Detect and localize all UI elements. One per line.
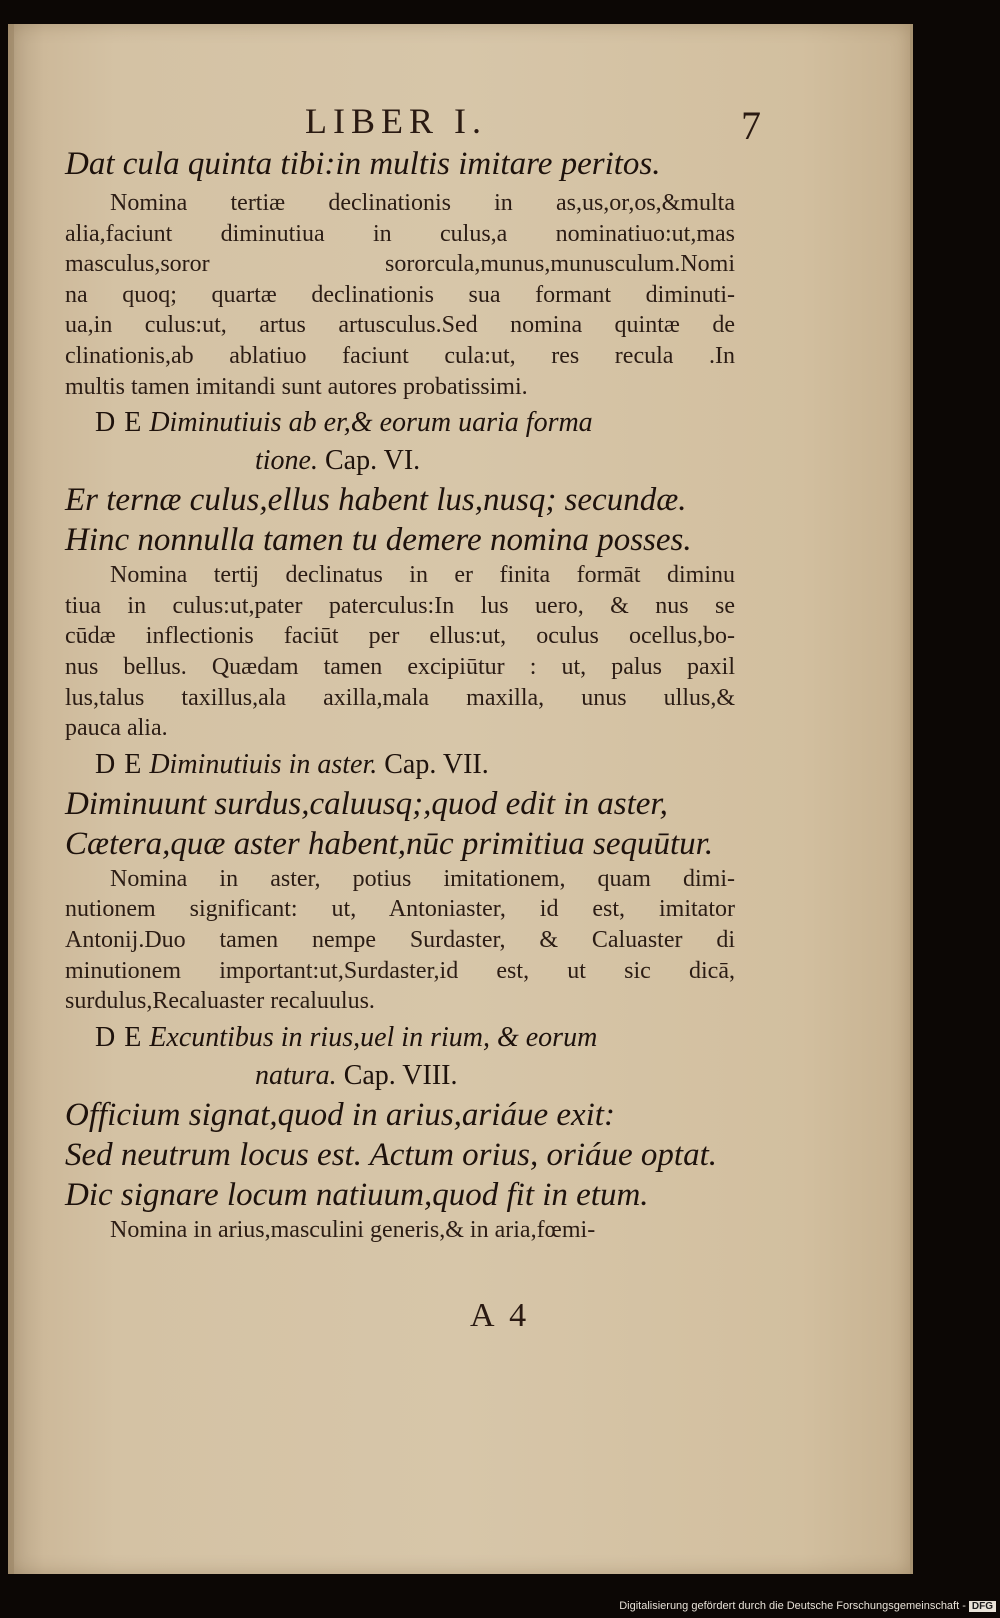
text-line: tiua in culus:ut,pater paterculus:In lus uero, & nus se <box>65 592 735 619</box>
section-heading-8 <box>65 1019 735 1057</box>
chapter-number: Cap. VII. <box>384 748 489 780</box>
heading-text: tione. <box>255 445 318 477</box>
heading-caps: D E <box>95 1021 143 1053</box>
paragraph-2 <box>65 560 735 744</box>
text-line: lus,talus taxillus,ala axilla,mala maxilla, unus ullus,& <box>65 684 735 711</box>
running-head: LIBER I. <box>305 101 487 141</box>
page-header <box>65 100 761 148</box>
paragraph-3 <box>65 864 735 1017</box>
verse-line: Er ternæ culus,ellus habent lus,nusq; secundæ. <box>65 482 687 519</box>
verse-line: Dic signare locum natiuum,quod fit in etum. <box>65 1176 649 1213</box>
section-heading-6-cont <box>65 442 735 480</box>
text-line: nus bellus. Quædam tamen excipiūtur : ut, palus paxil <box>65 653 735 680</box>
chapter-number: Cap. VI. <box>325 445 421 477</box>
text-line: Nomina in aster, potius imitationem, quam dimi- <box>110 865 735 892</box>
text-line: Nomina tertiæ declinationis in as,us,or,os,&multa <box>110 190 735 216</box>
verse-line: Sed neutrum locus est. Actum orius, oriáue optat. <box>65 1136 718 1173</box>
heading-caps: D E <box>95 407 143 439</box>
heading-text: Excuntibus in rius,uel in rium, & eorum <box>149 1021 598 1053</box>
text-line: clinationis,ab ablatiuo faciunt cula:ut, res recula .In <box>65 342 735 369</box>
opening-verse: Dat cula quinta tibi:in multis imitare peritos. <box>65 146 661 182</box>
heading-text: Diminutiuis ab er,& eorum uaria forma <box>149 407 593 439</box>
verse-line: Diminuunt surdus,caluusq;,quod edit in aster, <box>65 785 668 822</box>
heading-text: natura. <box>255 1059 337 1091</box>
text-line: cūdæ inflectionis faciūt per ellus:ut, oculus ocellus,bo- <box>65 623 735 650</box>
section-heading-7 <box>65 746 735 784</box>
heading-caps: D E <box>95 748 143 780</box>
text-line: Nomina in arius,masculini generis,& in aria,fœmi- <box>110 1216 596 1243</box>
text-line: nutionem significant: ut, Antoniaster, id est, imitator <box>65 896 735 923</box>
paragraph-1 <box>65 188 735 402</box>
text-line: masculus,soror sororcula,munus,munusculum.Nomi <box>65 251 735 278</box>
paragraph-4 <box>65 1215 735 1246</box>
signature-mark: A 4 <box>470 1297 531 1334</box>
digitization-credit <box>619 1600 996 1612</box>
chapter-number: Cap. VIII. <box>343 1059 458 1091</box>
text-line: Antonij.Duo tamen nempe Surdaster, & Caluaster di <box>65 926 735 953</box>
dfg-logo: DFG <box>969 1601 996 1612</box>
text-line: multis tamen imitandi sunt autores probatissimi. <box>65 373 528 400</box>
verse-line: Cætera,quæ aster habent,nūc primitiua sequūtur. <box>65 825 714 862</box>
page-number: 7 <box>741 103 761 148</box>
heading-text: Diminutiuis in aster. <box>149 748 378 780</box>
text-line: surdulus,Recaluaster recaluulus. <box>65 988 375 1015</box>
verse-line: Hinc nonnulla tamen tu demere nomina posses. <box>65 522 692 559</box>
text-line: ua,in culus:ut, artus artusculus.Sed nomina quintæ de <box>65 312 735 339</box>
page-text <box>65 100 761 1245</box>
text-line: na quoq; quartæ declinationis sua formant diminuti- <box>65 281 735 308</box>
page-edge <box>8 24 14 1574</box>
text-line: pauca alia. <box>65 715 168 742</box>
verse-line: Officium signat,quod in arius,ariáue exit: <box>65 1096 615 1133</box>
credit-text: Digitalisierung gefördert durch die Deutsche Forschungsgemeinschaft - <box>619 1600 966 1612</box>
text-line: alia,faciunt diminutiua in culus,a nominatiuo:ut,mas <box>65 220 735 247</box>
section-heading-8-cont <box>65 1057 735 1095</box>
section-heading-6 <box>65 404 735 442</box>
text-line: Nomina tertij declinatus in er finita formāt diminu <box>110 562 735 589</box>
text-line: minutionem important:ut,Surdaster,id est, ut sic dicā, <box>65 957 735 984</box>
